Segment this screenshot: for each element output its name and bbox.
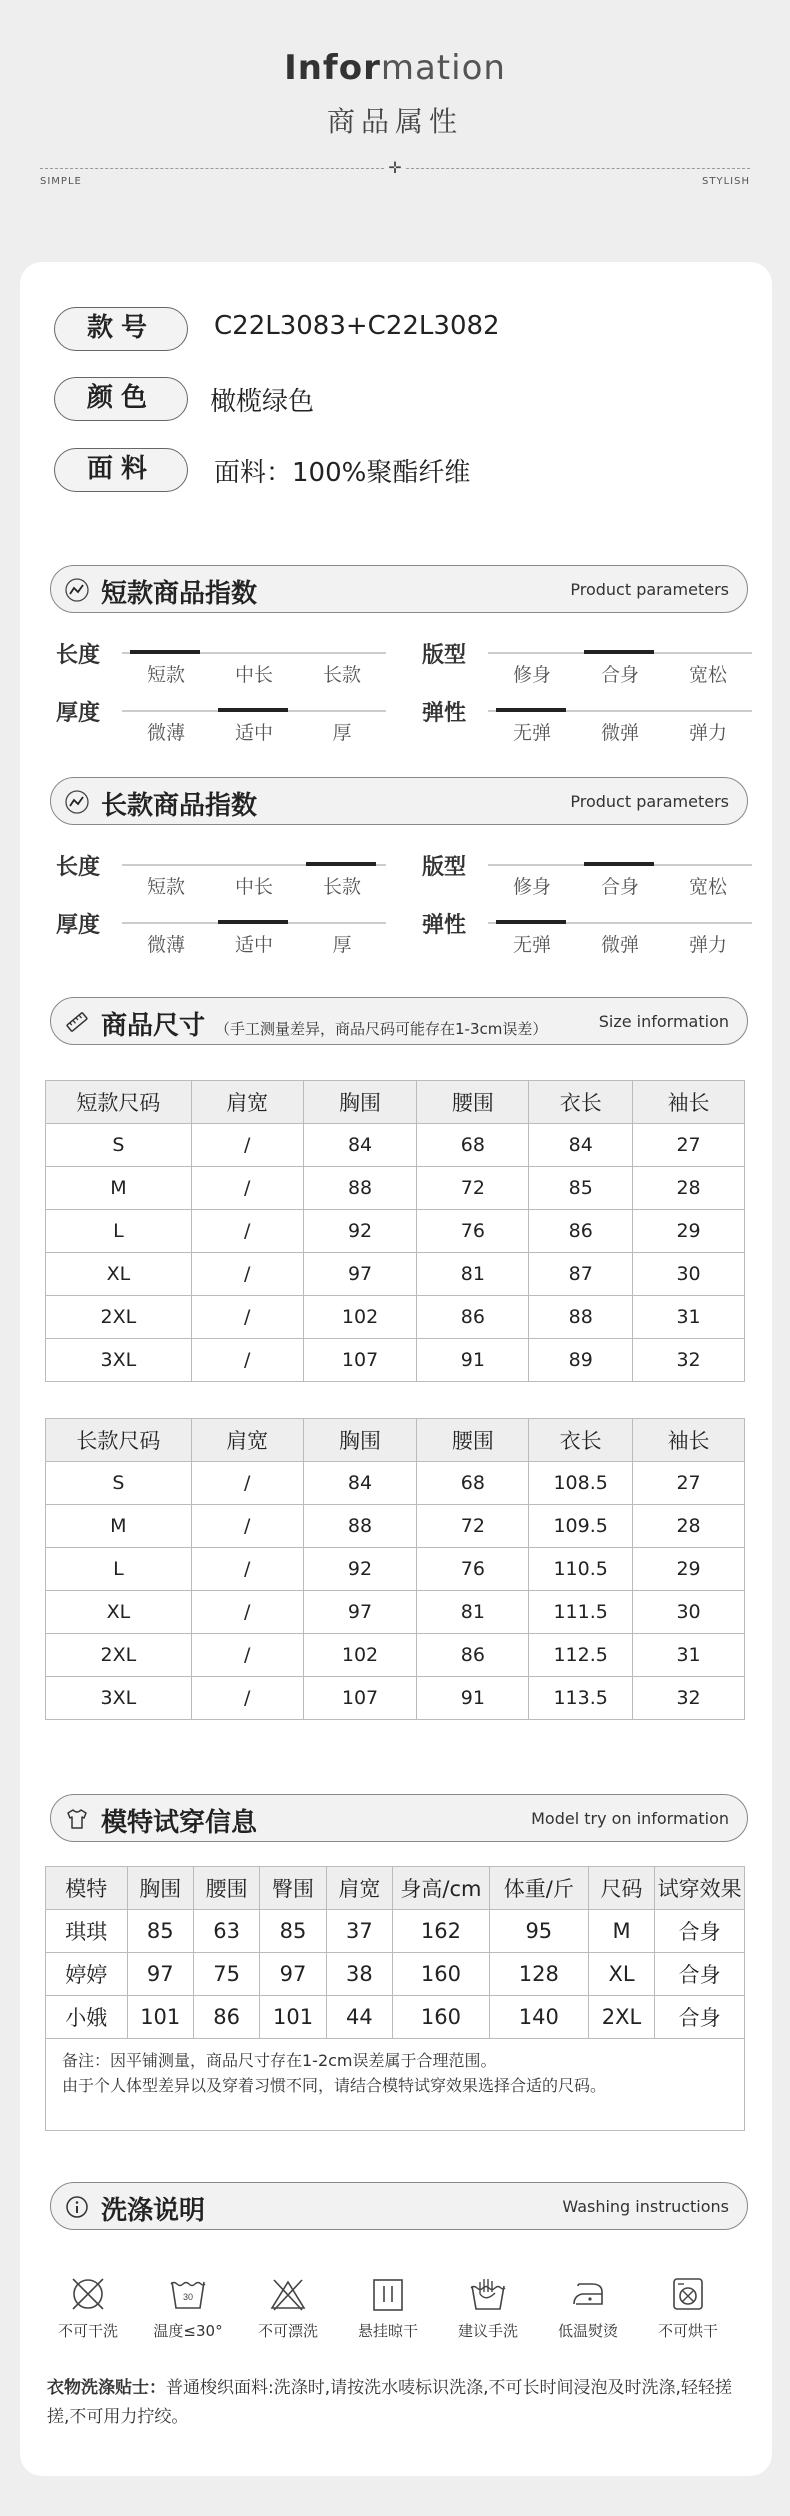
table-cell: 76: [417, 1210, 529, 1253]
index-option: 中长: [234, 876, 273, 898]
table-cell: 91: [417, 1677, 529, 1720]
section-en-title: Product parameters: [570, 580, 729, 599]
table-header-cell: 腰围: [193, 1867, 259, 1910]
table-cell: M: [46, 1505, 192, 1548]
index-option: 宽松: [688, 664, 727, 686]
table-cell: S: [46, 1462, 192, 1505]
index-row: [56, 638, 396, 688]
index-row: [422, 908, 762, 958]
table-row: [46, 1462, 745, 1505]
table-cell: 86: [193, 1996, 259, 2039]
table-cell: 86: [417, 1634, 529, 1677]
table-cell: 108.5: [529, 1462, 633, 1505]
table-cell: 2XL: [588, 1996, 654, 2039]
table-cell: 92: [303, 1548, 417, 1591]
index-selected-marker: [130, 650, 200, 654]
table-cell: 合身: [655, 1910, 745, 1953]
table-cell: 81: [417, 1253, 529, 1296]
index-option: 微弹: [600, 934, 639, 956]
table-cell: 27: [633, 1462, 745, 1505]
table-cell: 婷婷: [46, 1953, 128, 1996]
note-line: 由于个人体型差异以及穿着习惯不同，请结合模特试穿效果选择合适的尺码。: [62, 2076, 607, 2095]
header-subtitle: 商品属性: [326, 105, 463, 138]
index-label: 厚度: [56, 913, 101, 938]
index-selected-marker: [306, 862, 376, 866]
index-row: [422, 638, 762, 688]
table-cell: 32: [633, 1339, 745, 1382]
wash-info-header: [50, 2182, 748, 2230]
index-option: 合身: [600, 664, 639, 686]
index-row: [56, 908, 396, 958]
table-cell: 110.5: [529, 1548, 633, 1591]
table-header-cell: 肩宽: [191, 1081, 303, 1124]
index-selected-marker: [584, 650, 654, 654]
table-cell: 101: [260, 1996, 326, 2039]
table-cell: 合身: [655, 1996, 745, 2039]
index-selected-marker: [496, 708, 566, 712]
table-cell: M: [46, 1167, 192, 1210]
index-row: [56, 696, 396, 746]
table-cell: 87: [529, 1253, 633, 1296]
short-index-header: [50, 565, 748, 613]
index-label: 长度: [56, 643, 101, 668]
index-option: 修身: [512, 664, 551, 686]
table-cell: 89: [529, 1339, 633, 1382]
index-option: 厚: [332, 722, 352, 744]
section-title: 短款商品指数: [101, 579, 258, 609]
table-cell: 160: [393, 1953, 490, 1996]
table-cell: /: [191, 1124, 303, 1167]
table-row: [46, 1124, 745, 1167]
table-header-cell: 模特: [46, 1867, 128, 1910]
table-header-row: [46, 1419, 745, 1462]
table-header-cell: 尺码: [588, 1867, 654, 1910]
table-row: [46, 1253, 745, 1296]
index-selected-marker: [218, 920, 288, 924]
table-row: [46, 1634, 745, 1677]
table-cell: 小娥: [46, 1996, 128, 2039]
table-row: [46, 1167, 745, 1210]
table-cell: /: [191, 1296, 303, 1339]
table-cell: /: [191, 1548, 303, 1591]
index-selected-marker: [496, 920, 566, 924]
info-label: 款号: [54, 307, 188, 351]
table-header-row: [46, 1867, 745, 1910]
table-row: [46, 1591, 745, 1634]
wash-item: [238, 2276, 338, 2341]
table-cell: 2XL: [46, 1296, 192, 1339]
table-cell: 75: [193, 1953, 259, 1996]
table-cell: 97: [303, 1253, 417, 1296]
index-option: 厚: [332, 934, 352, 956]
index-selected-marker: [218, 708, 288, 712]
table-cell: 30: [633, 1253, 745, 1296]
table-header-cell: 肩宽: [326, 1867, 392, 1910]
no-bleach-icon: [268, 2276, 308, 2312]
model-info-header: [50, 1794, 748, 1842]
model-table: [45, 1866, 745, 2039]
low-iron-icon: [568, 2276, 608, 2312]
table-cell: 88: [303, 1167, 417, 1210]
no-tumble-dry-icon: [668, 2276, 708, 2312]
table-cell: 31: [633, 1296, 745, 1339]
table-cell: 68: [417, 1462, 529, 1505]
table-cell: 31: [633, 1634, 745, 1677]
table-cell: 2XL: [46, 1634, 192, 1677]
table-cell: 102: [303, 1634, 417, 1677]
wash-label: 不可漂洗: [257, 2322, 318, 2340]
table-cell: /: [191, 1210, 303, 1253]
no-dry-clean-icon: [68, 2276, 108, 2312]
index-option: 宽松: [688, 876, 727, 898]
table-cell: /: [191, 1339, 303, 1382]
table-cell: 37: [326, 1910, 392, 1953]
index-option: 长款: [322, 876, 361, 898]
table-header-cell: 衣长: [529, 1419, 633, 1462]
index-option: 微薄: [146, 934, 185, 956]
table-cell: 85: [127, 1910, 193, 1953]
table-cell: 3XL: [46, 1339, 192, 1382]
table-row: [46, 1953, 745, 1996]
table-cell: 84: [529, 1124, 633, 1167]
info-label: 颜色: [54, 377, 188, 421]
table-cell: 109.5: [529, 1505, 633, 1548]
trend-chart-icon: [65, 578, 89, 602]
table-header-cell: 身高/cm: [393, 1867, 490, 1910]
table-cell: 3XL: [46, 1677, 192, 1720]
index-label: 厚度: [56, 701, 101, 726]
wash-item: [338, 2276, 438, 2341]
table-cell: XL: [46, 1253, 192, 1296]
table-cell: 92: [303, 1210, 417, 1253]
wash-label: 不可干洗: [57, 2322, 118, 2340]
trend-chart-icon: [65, 790, 89, 814]
wash-label: 温度≤30°: [153, 2322, 223, 2340]
table-cell: 72: [417, 1505, 529, 1548]
table-cell: /: [191, 1167, 303, 1210]
index-option: 合身: [600, 876, 639, 898]
index-option: 弹力: [688, 722, 727, 744]
table-header-cell: 胸围: [303, 1419, 417, 1462]
index-label: 弹性: [422, 913, 467, 938]
table-cell: 28: [633, 1167, 745, 1210]
section-title: 洗涤说明: [101, 2196, 206, 2226]
table-cell: /: [191, 1677, 303, 1720]
table-cell: 29: [633, 1210, 745, 1253]
table-cell: 101: [127, 1996, 193, 2039]
table-header-cell: 袖长: [633, 1419, 745, 1462]
table-cell: /: [191, 1253, 303, 1296]
table-cell: 68: [417, 1124, 529, 1167]
index-row: [422, 850, 762, 900]
table-cell: /: [191, 1634, 303, 1677]
hang-dry-icon: [368, 2276, 408, 2312]
table-header-cell: 袖长: [633, 1081, 745, 1124]
table-cell: /: [191, 1462, 303, 1505]
index-row: [56, 850, 396, 900]
index-option: 无弹: [512, 934, 551, 956]
table-cell: 113.5: [529, 1677, 633, 1720]
wash-label: 不可烘干: [657, 2322, 718, 2340]
wash-temp: 30: [182, 2292, 194, 2302]
table-header-cell: 长款尺码: [46, 1419, 192, 1462]
section-en-title: Washing instructions: [562, 2197, 729, 2216]
info-value: C22L3083+C22L3082: [214, 311, 500, 341]
note-line: 备注：因平铺测量，商品尺寸存在1-2cm误差属于合理范围。: [62, 2051, 497, 2070]
long-size-table: [45, 1418, 745, 1720]
table-cell: M: [588, 1910, 654, 1953]
index-label: 弹性: [422, 701, 467, 726]
table-cell: 合身: [655, 1953, 745, 1996]
table-cell: 140: [489, 1996, 588, 2039]
table-cell: 112.5: [529, 1634, 633, 1677]
header-left-tag: SIMPLE: [40, 176, 82, 187]
index-label: 版型: [422, 855, 467, 880]
wash-item: [38, 2276, 138, 2341]
wash-item: [538, 2276, 638, 2341]
info-icon: [65, 2195, 89, 2219]
table-cell: 107: [303, 1339, 417, 1382]
index-label: 长度: [56, 855, 101, 880]
table-cell: 88: [529, 1296, 633, 1339]
table-cell: 85: [260, 1910, 326, 1953]
table-cell: 97: [303, 1591, 417, 1634]
wash-item: [638, 2276, 738, 2341]
index-option: 长款: [322, 664, 361, 686]
short-size-table: [45, 1080, 745, 1382]
table-row: [46, 1548, 745, 1591]
table-row: [46, 1910, 745, 1953]
table-cell: 111.5: [529, 1591, 633, 1634]
header-right-tag: STYLISH: [702, 176, 750, 187]
table-cell: 91: [417, 1339, 529, 1382]
table-row: [46, 1996, 745, 2039]
info-label: 面料: [54, 448, 188, 492]
table-cell: 84: [303, 1124, 417, 1167]
table-cell: 86: [417, 1296, 529, 1339]
index-option: 适中: [234, 934, 273, 956]
table-row: [46, 1677, 745, 1720]
index-option: 弹力: [688, 934, 727, 956]
table-cell: 81: [417, 1591, 529, 1634]
info-value: 橄榄绿色: [210, 387, 315, 417]
size-info-header: [50, 997, 748, 1045]
table-header-cell: 臀围: [260, 1867, 326, 1910]
wash-30-icon: [168, 2276, 208, 2312]
index-selected-marker: [584, 862, 654, 866]
table-cell: 107: [303, 1677, 417, 1720]
table-cell: 38: [326, 1953, 392, 1996]
table-cell: 76: [417, 1548, 529, 1591]
table-cell: 162: [393, 1910, 490, 1953]
tips-label: 衣物洗涤贴士：: [47, 2378, 166, 2398]
index-row: [422, 696, 762, 746]
table-cell: 27: [633, 1124, 745, 1167]
plus-icon: ✛: [385, 158, 405, 178]
table-cell: 85: [529, 1167, 633, 1210]
table-cell: 95: [489, 1910, 588, 1953]
table-cell: L: [46, 1548, 192, 1591]
page-header: [0, 0, 790, 250]
table-cell: /: [191, 1505, 303, 1548]
table-cell: L: [46, 1210, 192, 1253]
section-title: 商品尺寸 （手工测量差异，商品尺码可能存在1-3cm误差）: [101, 1011, 548, 1041]
table-cell: 97: [127, 1953, 193, 1996]
table-header-cell: 腰围: [417, 1081, 529, 1124]
wash-tips: [47, 2374, 747, 2432]
table-cell: 97: [260, 1953, 326, 1996]
long-index-header: [50, 777, 748, 825]
table-header-cell: 腰围: [417, 1419, 529, 1462]
table-cell: /: [191, 1591, 303, 1634]
wash-label: 建议手洗: [457, 2322, 518, 2340]
index-option: 微薄: [146, 722, 185, 744]
table-header-row: [46, 1081, 745, 1124]
table-cell: 128: [489, 1953, 588, 1996]
wash-icons-row: [38, 2276, 758, 2356]
table-cell: 44: [326, 1996, 392, 2039]
section-title: 长款商品指数: [101, 791, 258, 821]
table-cell: XL: [46, 1591, 192, 1634]
table-cell: 30: [633, 1591, 745, 1634]
info-value: 面料：100%聚酯纤维: [214, 458, 471, 488]
table-cell: 84: [303, 1462, 417, 1505]
table-cell: 88: [303, 1505, 417, 1548]
table-cell: XL: [588, 1953, 654, 1996]
table-header-cell: 短款尺码: [46, 1081, 192, 1124]
table-row: [46, 1210, 745, 1253]
tips-text: 普通梭织面料:洗涤时,请按洗水唛标识洗涤,不可长时间浸泡及时洗涤,轻轻搓搓,不可用力拧绞。: [47, 2378, 732, 2427]
header-title: Information: [284, 48, 506, 88]
table-cell: 29: [633, 1548, 745, 1591]
wash-label: 低温熨烫: [557, 2322, 618, 2340]
table-row: [46, 1296, 745, 1339]
table-header-cell: 体重/斤: [489, 1867, 588, 1910]
table-cell: 160: [393, 1996, 490, 2039]
wash-item: [138, 2276, 238, 2341]
index-option: 微弹: [600, 722, 639, 744]
wash-item: [438, 2276, 538, 2341]
table-cell: 32: [633, 1677, 745, 1720]
table-row: [46, 1505, 745, 1548]
table-cell: 28: [633, 1505, 745, 1548]
table-header-cell: 试穿效果: [655, 1867, 745, 1910]
index-option: 适中: [234, 722, 273, 744]
content-card: [20, 262, 772, 2476]
table-header-cell: 胸围: [127, 1867, 193, 1910]
section-en-title: Model try on information: [531, 1809, 729, 1828]
table-cell: S: [46, 1124, 192, 1167]
hand-wash-icon: [468, 2276, 508, 2312]
table-header-cell: 衣长: [529, 1081, 633, 1124]
index-option: 修身: [512, 876, 551, 898]
section-en-title: Size information: [598, 1012, 729, 1031]
table-header-cell: 肩宽: [191, 1419, 303, 1462]
table-row: [46, 1339, 745, 1382]
ruler-icon: [65, 1010, 89, 1034]
section-title: 模特试穿信息: [101, 1808, 258, 1838]
index-option: 短款: [146, 876, 185, 898]
wash-label: 悬挂晾干: [357, 2322, 418, 2340]
index-option: 中长: [234, 664, 273, 686]
index-option: 短款: [146, 664, 185, 686]
size-note: （手工测量差异，商品尺码可能存在1-3cm误差）: [215, 1020, 548, 1038]
table-header-cell: 胸围: [303, 1081, 417, 1124]
table-cell: 63: [193, 1910, 259, 1953]
shirt-icon: [65, 1807, 89, 1831]
model-notes: [45, 2038, 745, 2131]
index-label: 版型: [422, 643, 467, 668]
table-cell: 86: [529, 1210, 633, 1253]
table-cell: 琪琪: [46, 1910, 128, 1953]
table-cell: 102: [303, 1296, 417, 1339]
index-option: 无弹: [512, 722, 551, 744]
table-cell: 72: [417, 1167, 529, 1210]
section-en-title: Product parameters: [570, 792, 729, 811]
